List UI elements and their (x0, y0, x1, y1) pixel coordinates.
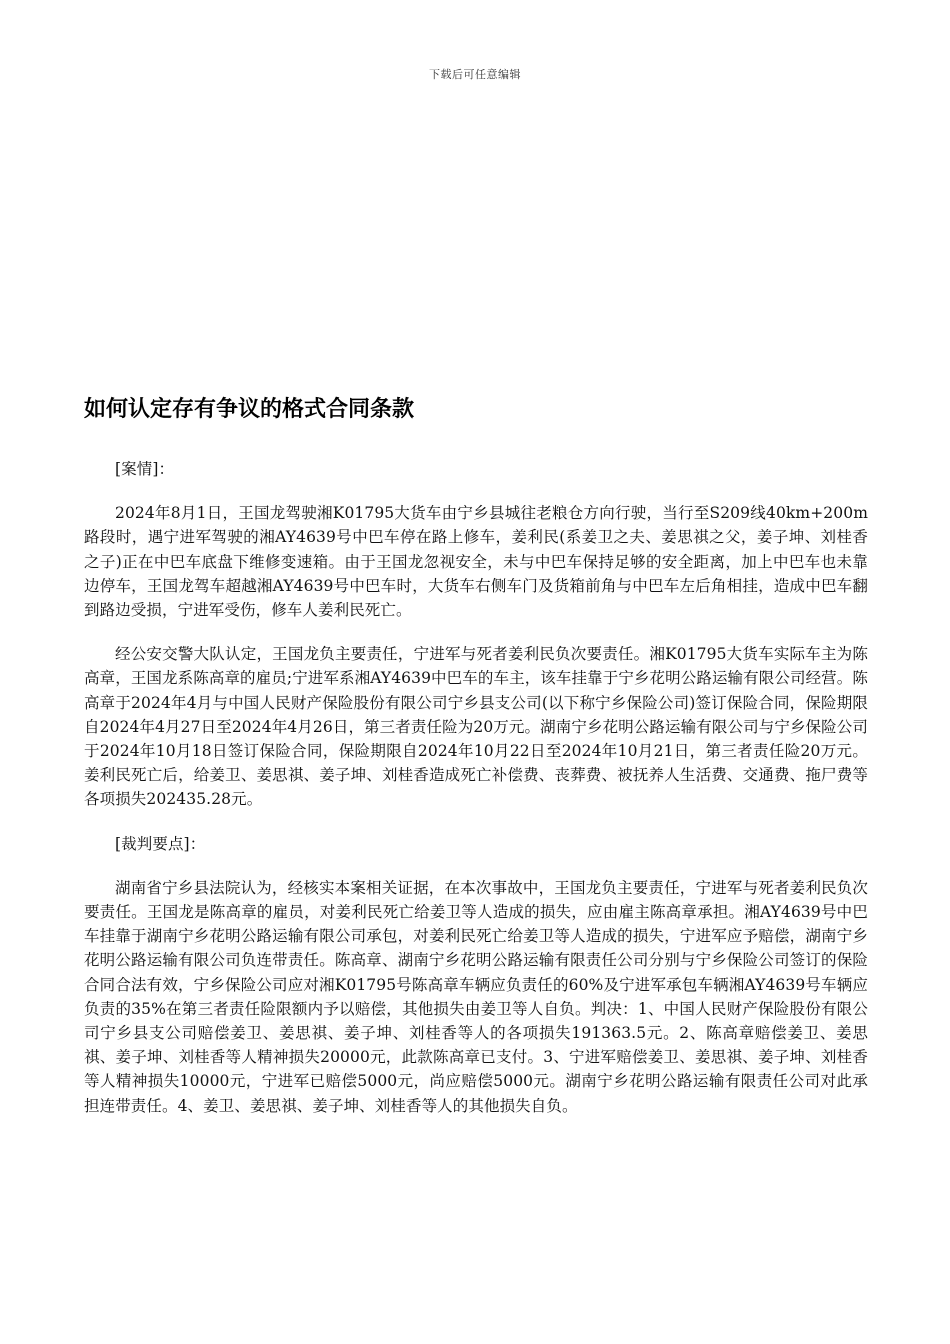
download-note: 下载后可任意编辑 (429, 68, 521, 81)
ruling-paragraph: 湖南省宁乡县法院认为，经核实本案相关证据，在本次事故中，王国龙负主要责任，宁进军与死者姜利民负次要责任。王国龙是陈高章的雇员，对姜利民死亡给姜卫等人造成的损失，应由雇主陈高章承担。湘AY4639号中巴车挂靠于湖南宁乡花明公路运输有限公司承包，对姜利民死亡给姜卫等人造成的损失，宁进军应予赔偿，湖南宁乡花明公路运输有限公司负连带责任。陈高章、湖南宁乡花明公路运输有限责任公司分别与宁乡保险公司签订的保险合同合法有效，宁乡保险公司应对湘K01795号陈高章车辆应负责任的60%及宁进军承包车辆湘AY4639号车辆应负责的35%在第三者责任险限额内予以赔偿，其他损失由姜卫等人自负。判决：1、中国人民财产保险股份有限公司宁乡县支公司赔偿姜卫、姜思祺、姜子坤、刘桂香等人的各项损失191363.5元。2、陈高章赔偿姜卫、姜思祺、姜子坤、刘桂香等人精神损失20000元，此款陈高章已支付。3、宁进军赔偿姜卫、姜思祺、姜子坤、刘桂香等人精神损失10000元，宁进军已赔偿5000元，尚应赔偿5000元。湖南宁乡花明公路运输有限责任公司对此承担连带责任。4、姜卫、姜思祺、姜子坤、刘桂香等人的其他损失自负。 (84, 878, 868, 1115)
section-label-ruling: [裁判要点]： (115, 834, 206, 853)
document-title: 如何认定存有争议的格式合同条款 (84, 397, 415, 422)
case-paragraph-1: 2024年8月1日，王国龙驾驶湘K01795大货车由宁乡县城往老粮仓方向行驶，当行至S209线40km+200m路段时，遇宁进军驾驶的湘AY4639号中巴车停在路上修车，姜利民(系姜卫之夫、姜思祺之父，姜子坤、刘桂香之子)正在中巴车底盘下维修变速箱。由于王国龙忽视安全，未与中巴车保持足够的安全距离，加上中巴车也未靠边停车，王国龙驾车超越湘AY4639号中巴车时，大货车右侧车门及货箱前角与中巴车左后角相挂，造成中巴车翻到路边受损，宁进军受伤，修车人姜利民死亡。 (84, 504, 868, 620)
document-body (84, 457, 868, 1138)
section-label-case: [案情]： (115, 460, 175, 478)
case-paragraph-2: 经公安交警大队认定，王国龙负主要责任，宁进军与死者姜利民负次要责任。湘K01795大货车实际车主为陈高章，王国龙系陈高章的雇员;宁进军系湘AY4639中巴车的车主，该车挂靠于宁乡花明公路运输有限公司经营。陈高章于2024年4月与中国人民财产保险股份有限公司宁乡县支公司(以下称宁乡保险公司)签订保险合同，保险期限自2024年4月27日至2024年4月26日，第三者责任险为20万元。湖南宁乡花明公路运输有限公司与宁乡保险公司于2024年10月18日签订保险合同，保险期限自2024年10月22日至2024年10月21日，第三者责任险20万元。姜利民死亡后，给姜卫、姜思祺、姜子坤、刘桂香造成死亡补偿费、丧葬费、被抚养人生活费、交通费、拖尸费等各项损失202435.28元。 (84, 645, 868, 809)
